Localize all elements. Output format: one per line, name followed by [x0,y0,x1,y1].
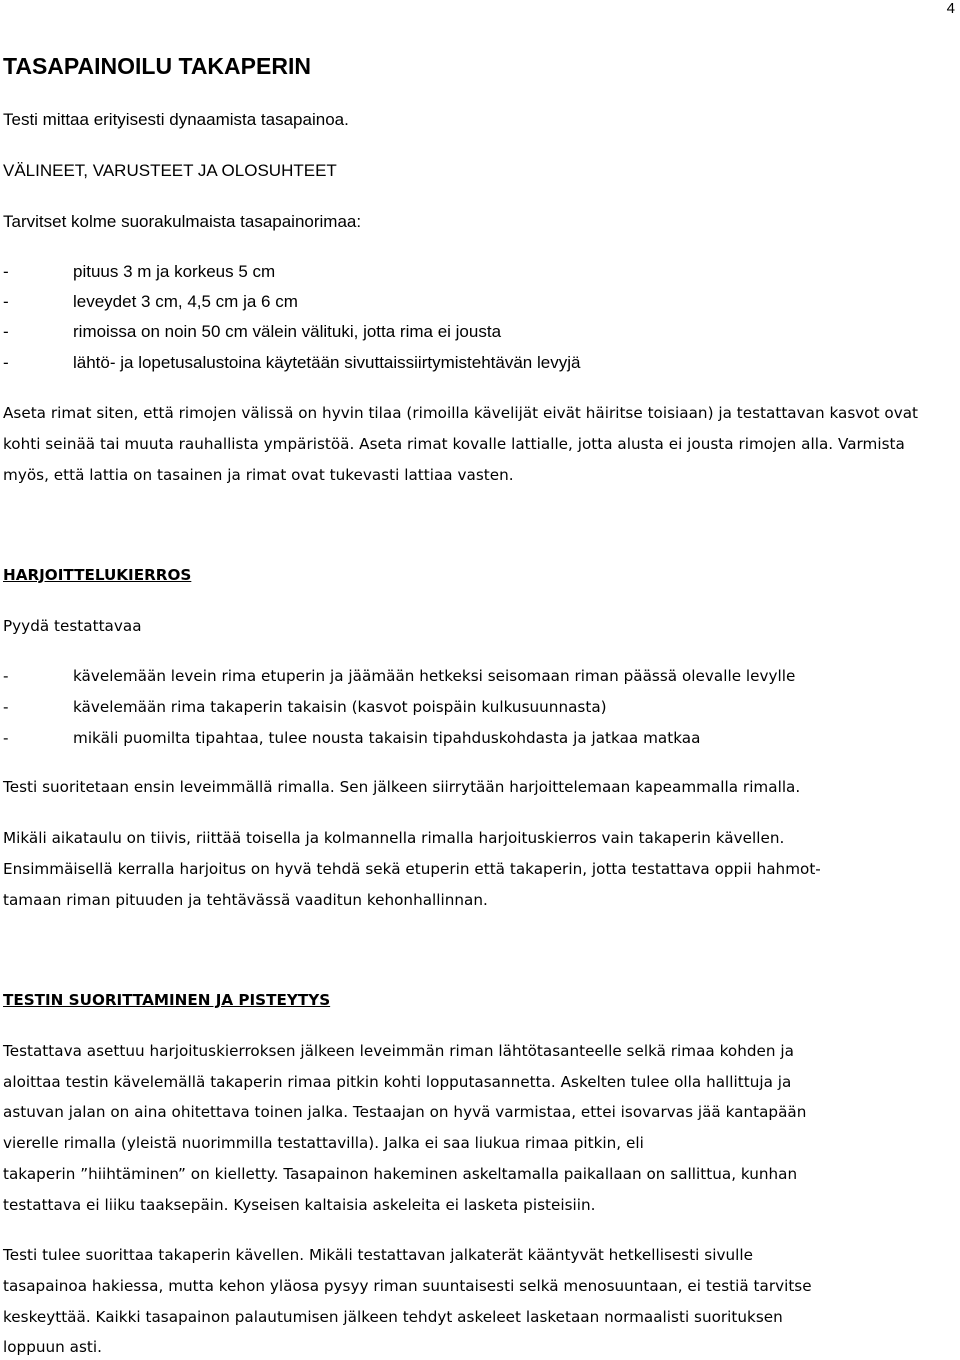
practice-list-item: - kävelemään levein rima etuperin ja jäämään hetkeksi seisomaan riman päässä olevalle levylle [3,667,796,685]
practice-list-item: - mikäli puomilta tipahtaa, tulee nousta takaisin tipahduskohdasta ja jatkaa matkaa [3,729,701,747]
scoring-paragraph-1-line: astuvan jalan on aina ohitettava toinen jalka. Testaajan on hyvä varmistaa, ettei isovarvas jää kantapään [3,1103,807,1121]
scoring-heading: TESTIN SUORITTAMINEN JA PISTEYTYS [3,991,331,1009]
document-title: TASAPAINOILU TAKAPERIN [3,53,311,79]
equipment-list-item: - rimoissa on noin 50 cm välein välituki, jotta rima ei jousta [3,322,502,341]
list-dash: - [3,353,9,372]
practice-paragraph-2-line: Mikäli aikataulu on tiivis, riittää toisella ja kolmannella rimalla harjoituskierros vain takaperin kävellen. [3,829,785,847]
scoring-paragraph-1-line: aloittaa testin kävelemällä takaperin rimaa pitkin kohti lopputasannetta. Askelten tulee olla hallittuja ja [3,1073,792,1091]
list-dash: - [3,667,9,685]
equipment-lead: Tarvitset kolme suorakulmaista tasapainorimaa: [3,212,362,231]
list-dash: - [3,698,9,716]
equipment-list-item: - leveydet 3 cm, 4,5 cm ja 6 cm [3,292,298,311]
intro-text: Testi mittaa erityisesti dynaamista tasapainoa. [3,110,349,129]
scoring-paragraph-1-line: vierelle rimalla (yleistä nuorimmilla testattavilla). Jalka ei saa liukua rimaa pitkin, eli [3,1134,644,1152]
scoring-paragraph-2-line: keskeyttää. Kaikki tasapainon palautumisen jälkeen tehdyt askeleet lasketaan normaalisti suorituksen [3,1308,783,1326]
scoring-paragraph-1-line: testattava ei liiku taaksepäin. Kyseisen kaltaisia askeleita ei lasketa pisteisiin. [3,1196,596,1214]
equipment-paragraph: Aseta rimat siten, että rimojen välissä on hyvin tilaa (rimoilla kävelijät eivät häiritse toisiaan) ja testattavan kasvot ovat kohti seinää tai muuta rauhallista ympäristöä. Aseta rimat kovalle lattialle, jotta alusta ei jousta rimojen alla. Varmista myös, että lattia on tasainen ja rimat ovat tukevasti lattiaa vasten. [3,404,919,484]
scoring-paragraph-2-line: loppuun asti. [3,1338,102,1356]
practice-heading: HARJOITTELUKIERROS [3,566,192,584]
equipment-list-item: - lähtö- ja lopetusalustoina käytetään sivuttaissiirtymistehtävän levyjä [3,353,581,372]
scoring-paragraph-1-line: takaperin ”hiihtäminen” on kielletty. Tasapainon hakeminen askeltamalla paikallaan on sallittua, kunhan [3,1165,798,1183]
practice-paragraph-2-line: Ensimmäisellä kerralla harjoitus on hyvä tehdä sekä etuperin että takaperin, jotta testattava oppii hahmot- [3,860,821,878]
scoring-paragraph-2-line: Testi tulee suorittaa takaperin kävellen. Mikäli testattavan jalkaterät kääntyvät hetkellisesti sivulle [3,1246,753,1264]
equipment-list-item: - pituus 3 m ja korkeus 5 cm [3,262,276,281]
equipment-heading: VÄLINEET, VARUSTEET JA OLOSUHTEET [3,161,337,180]
practice-paragraph-2-line: tamaan riman pituuden ja tehtävässä vaaditun kehonhallinnan. [3,891,488,909]
scoring-paragraph-2-line: tasapainoa hakiessa, mutta kehon yläosa pysyy riman suuntaisesti selkä menosuuntaan, ei testiä tarvitse [3,1277,812,1295]
practice-list-item: - kävelemään rima takaperin takaisin (kasvot poispäin kulkusuunnasta) [3,698,607,716]
list-dash: - [3,262,9,281]
scoring-paragraph-1-line: Testattava asettuu harjoituskierroksen jälkeen leveimmän riman lähtötasanteelle selkä rimaa kohden ja [3,1042,794,1060]
page-number: 4 [946,0,955,17]
practice-paragraph-1: Testi suoritetaan ensin leveimmällä rimalla. Sen jälkeen siirrytään harjoittelemaan kapeammalla rimalla. [3,778,801,796]
list-dash: - [3,322,9,341]
list-dash: - [3,292,9,311]
practice-lead: Pyydä testattavaa [3,617,142,635]
list-dash: - [3,729,9,747]
